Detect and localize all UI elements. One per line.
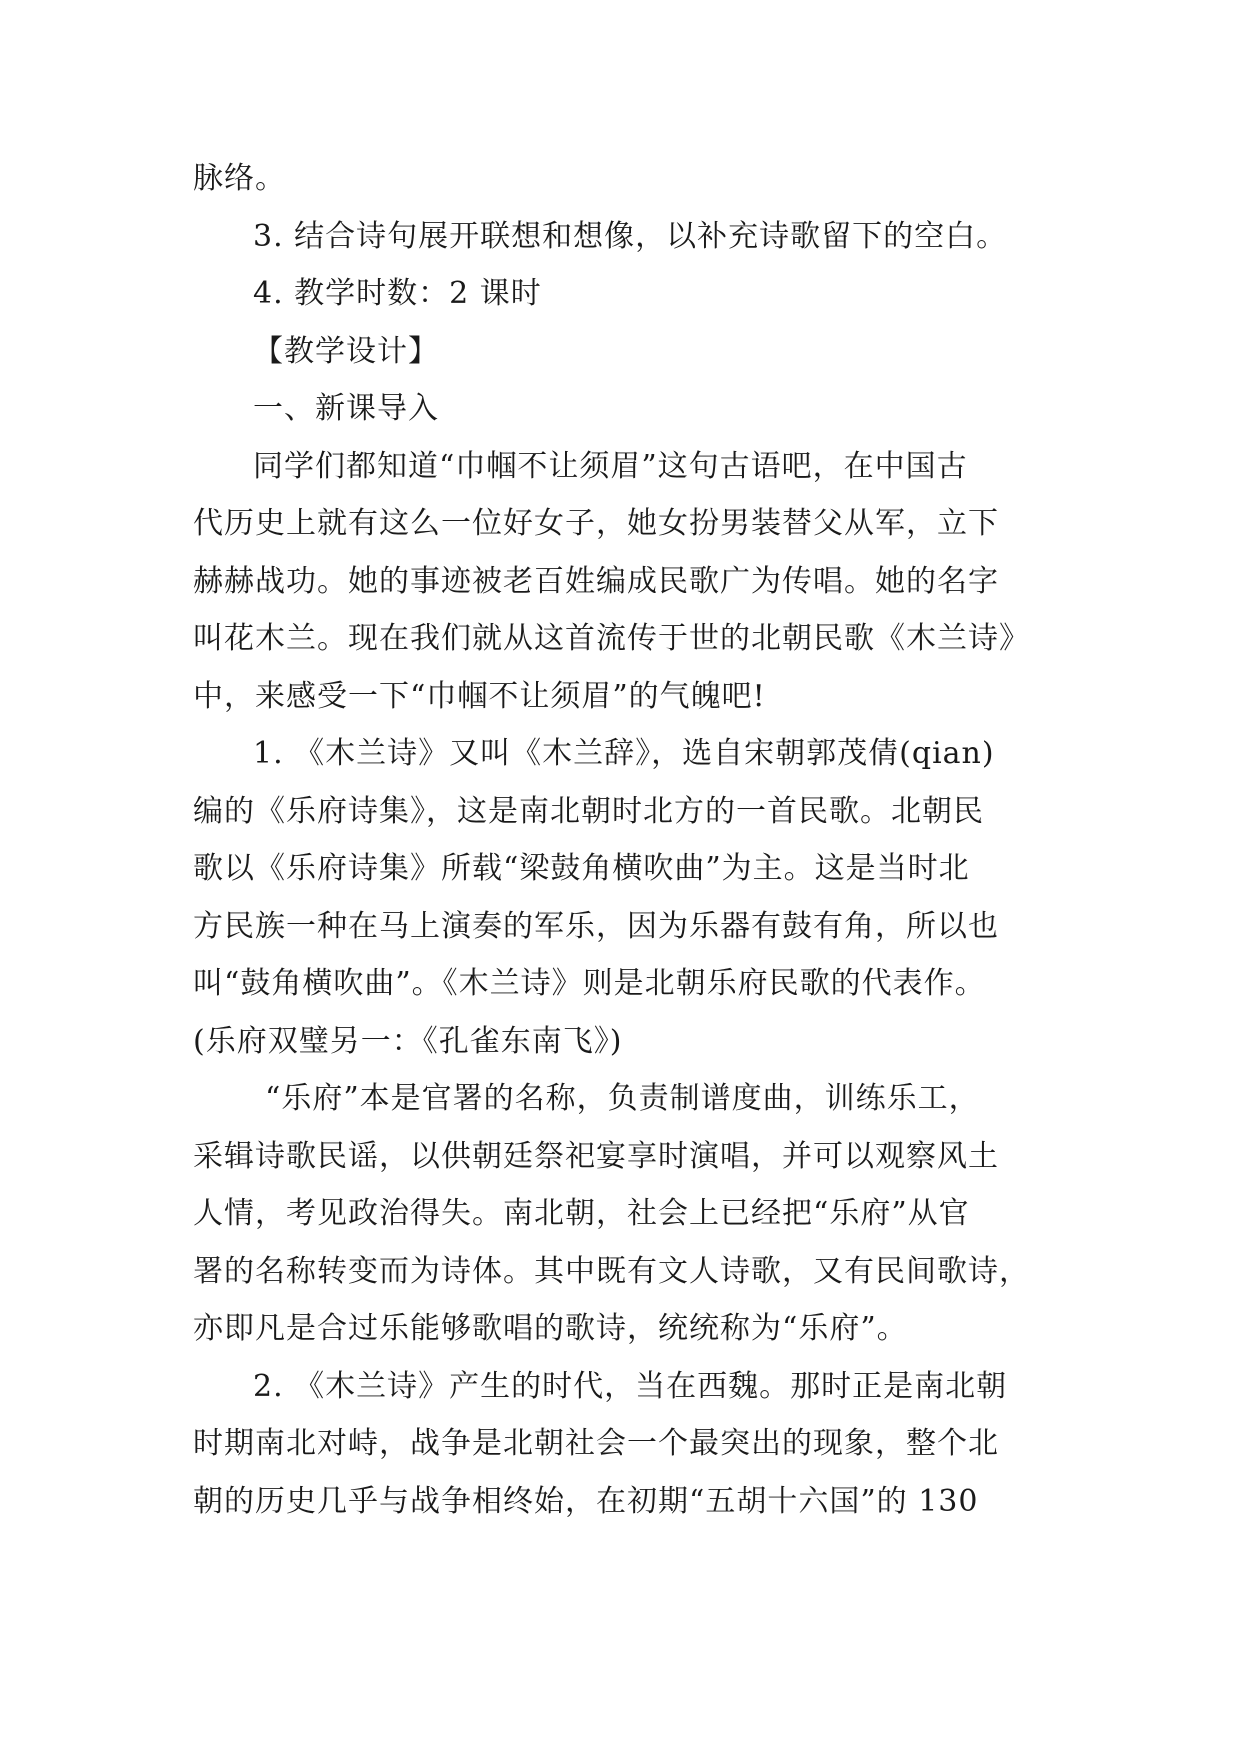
text-line: 中，来感受一下“巾帼不让须眉”的气魄吧! <box>193 678 766 714</box>
text-line: 亦即凡是合过乐能够歌唱的歌诗，统统称为“乐府”。 <box>193 1311 908 1346</box>
text-line: 脉络。 <box>193 161 286 196</box>
text-line: 叫花木兰。现在我们就从这首流传于世的北朝民歌《木兰诗》 <box>193 621 1030 656</box>
text-line: 朝的历史几乎与战争相终始，在初期“五胡十六国”的 130 <box>193 1483 979 1519</box>
text-line: 同学们都知道“巾帼不让须眉”这句古语吧，在中国古 <box>253 448 968 484</box>
section-heading: 【教学设计】 <box>253 333 439 369</box>
text-line: (乐府双璧另一：《孔雀东南飞》) <box>193 1023 623 1059</box>
subsection-heading: 一、新课导入 <box>253 391 439 426</box>
text-line: 方民族一种在马上演奏的军乐，因为乐器有鼓有角，所以也 <box>193 908 999 944</box>
text-line: 人情，考见政治得失。南北朝，社会上已经把“乐府”从官 <box>193 1196 970 1231</box>
text-line: 署的名称转变而为诗体。其中既有文人诗歌，又有民间歌诗， <box>193 1253 1030 1289</box>
text-line: 采辑诗歌民谣，以供朝廷祭祀宴享时演唱，并可以观察风土 <box>193 1138 999 1174</box>
text-line: 4. 教学时数：2 课时 <box>253 276 542 311</box>
text-line: 2. 《木兰诗》产生的时代，当在西魏。那时正是南北朝 <box>253 1368 1008 1404</box>
text-line: 时期南北对峙，战争是北朝社会一个最突出的现象，整个北 <box>193 1426 999 1461</box>
text-line: 代历史上就有这么一位好女子，她女扮男装替父从军，立下 <box>193 506 999 541</box>
text-line: 编的《乐府诗集》，这是南北朝时北方的一首民歌。北朝民 <box>193 793 984 829</box>
text-line: “乐府”本是官署的名称，负责制谱度曲，训练乐工， <box>265 1081 980 1116</box>
document-body <box>193 150 1073 1530</box>
text-line: 1. 《木兰诗》又叫《木兰辞》，选自宋朝郭茂倩(qian) <box>253 736 995 771</box>
text-line: 3. 结合诗句展开联想和想像，以补充诗歌留下的空白。 <box>253 218 1008 254</box>
text-line: 歌以《乐府诗集》所载“梁鼓角横吹曲”为主。这是当时北 <box>193 851 970 886</box>
text-line: 赫赫战功。她的事迹被老百姓编成民歌广为传唱。她的名字 <box>193 563 999 599</box>
text-line: 叫“鼓角横吹曲”。《木兰诗》则是北朝乐府民歌的代表作。 <box>193 966 986 1001</box>
